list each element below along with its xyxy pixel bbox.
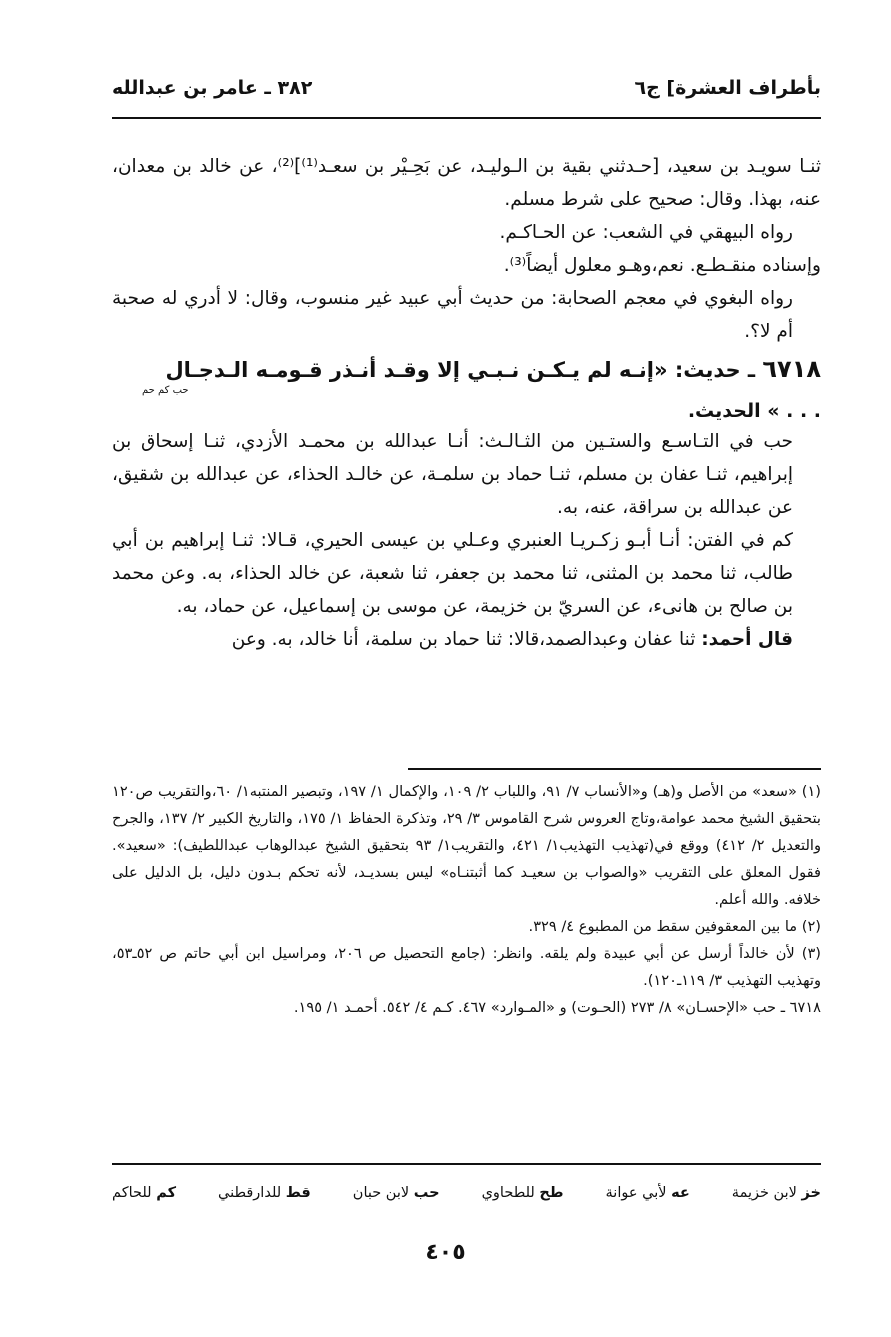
page-number: ٤٠٥ [425, 1240, 466, 1265]
legend-desc: للدارقطني [218, 1185, 282, 1201]
header-divider [112, 117, 821, 119]
paragraph-isnad-note: وإسناده منقـطـع. نعم،وهـو معلول أيضاً⁽³⁾. [503, 255, 821, 276]
legend-item [606, 1185, 690, 1201]
hadith-tail: . . . » الحديث. [687, 400, 821, 422]
main-text [112, 150, 821, 656]
source-label-ahmad: قال أحمد: [701, 629, 793, 650]
footnote-3: (٣) لأن خالداً أرسل عن أبي عبيدة ولم يلقه. وانظر: (جامع التحصيل ص ٢٠٦، ومراسيل ابن أبي حاتم ص ٥٢ـ٥٣، وتهذيب التهذيب ٣/ ١١٩ـ١٢٠). [112, 945, 821, 989]
paragraph-ibn-hibban: حب في التـاسـع والستـين من الثـالـث: أنـا عبدالله بن محمـد الأزدي، ثنـا إسحاق بن إبراهيم، ثنـا عفان بن مسلم، ثنـا حماد بن سلمـة، عن خالـد الحذاء، عن عبدالله بن شقيق، عن عبدالله بن سراقة، عنه، به. [112, 431, 793, 518]
footnote-2: (٢) ما بين المعقوفين سقط من المطبوع ٤/ ٣٢٩. [528, 918, 821, 935]
legend-item [353, 1185, 440, 1201]
legend-code: طح [539, 1185, 564, 1201]
footnote-divider [408, 768, 821, 770]
running-head-book-title: بأطراف العشرة] ج٦ [634, 77, 821, 99]
footnote-hadith-sources: ٦٧١٨ ـ حب «الإحسـان» ٨/ ٢٧٣ (الحـوت) و «المـوارد» ٤٦٧. كـم ٤/ ٥٤٢. أحمـد ١/ ١٩٥. [293, 999, 821, 1016]
legend-desc: لابن حبان [352, 1185, 410, 1201]
legend-item [482, 1185, 564, 1201]
hadith-text: ـ حديث: «إنـه لم يـكـن نـبـي إلا وقـد أنـذر قـومـه الـدجـال [165, 358, 756, 382]
paragraph-baghawi: رواه البغوي في معجم الصحابة: من حديث أبي عبيد غير منسوب، وقال: لا أدري له صحبة أم لا؟. [112, 288, 793, 342]
legend-item [112, 1185, 176, 1201]
paragraph-chain-continuation: ثنـا سويـد بن سعيد، [حـدثني بقية بن الـوليـد، عن بَحِـيْر بن سعـد⁽¹⁾]⁽²⁾، عن خالد بن معدان، عنه، بهذا. وقال: صحيح على شرط مسلم. [112, 156, 821, 210]
hadith-number: ٦٧١٨ [762, 355, 821, 383]
legend-desc: لأبي عوانة [605, 1185, 667, 1201]
legend-desc: لابن خزيمة [731, 1185, 797, 1201]
hadith-heading [112, 354, 821, 385]
paragraph-hakim: كم في الفتن: أنـا أبـو زكـريـا العنبري وعـلي بن عيسى الحيري، قـالا: ثنـا إبراهيم بن أبي طالب، ثنا محمد بن المثنى، ثنا محمد بن جعفر، ثنا شعبة، عن خالد الحذاء، به. وعن محمد بن صالح بن هانىء، عن السريّ بن خزيمة، عن موسى بن إسماعيل، عن حماد، به. [112, 530, 793, 617]
abbreviation-legend [112, 1178, 821, 1208]
legend-code: كم [156, 1185, 177, 1201]
running-head-entry-title: ٣٨٢ ـ عامر بن عبدالله [112, 77, 313, 99]
legend-item [732, 1185, 821, 1201]
legend-divider [112, 1163, 821, 1165]
legend-item [218, 1185, 311, 1201]
paragraph-ahmad [112, 623, 821, 656]
hadith-source-codes: حب كم حم [142, 385, 189, 396]
legend-code: قط [285, 1185, 311, 1201]
footnote-1: (١) «سعد» من الأصل و(هـ) و«الأنساب ٧/ ٩١، واللباب ٢/ ١٠٩، والإكمال ١/ ١٩٧، وتبصير المنتبه١/ ٦٠،والتقريب ص١٢٠ بتحقيق الشيخ محمد عوامة،وتاج العروس شرح القاموس ٣/ ٢٩، وتذكرة الحفاظ ١/ ١٧٥، والتاريخ الكبير ٢/ ١٣٧، والجرح والتعديل ٢/ ٤١٢) ووقع في(تهذيب التهذيب١/ ٤٢١، والتقريب١/ ٩٣ بتحقيق الشيخ عبدالوهاب عبداللطيف): «سعيد». فقول المعلق على التقريب «والصواب بن سعيـد كما أثبتنـاه» ليس بسديـد، لأنه تحكم بـدون دليل، بل الدليل على خلافه. والله أعلم. [112, 783, 822, 908]
footnotes [112, 778, 821, 1021]
page-header [112, 70, 821, 106]
paragraph-bayhaqi: رواه البيهقي في الشعب: عن الحـاكـم. [499, 222, 793, 243]
legend-code: حب [413, 1185, 440, 1201]
legend-desc: للطحاوي [481, 1185, 535, 1201]
paragraph-ahmad-text: ثنا عفان وعبدالصمد،قالا: ثنا حماد بن سلمة، أنا خالد، به. وعن [231, 629, 696, 650]
legend-code: خز [801, 1185, 821, 1201]
legend-code: عه [671, 1185, 690, 1201]
legend-desc: للحاكم [112, 1185, 152, 1201]
